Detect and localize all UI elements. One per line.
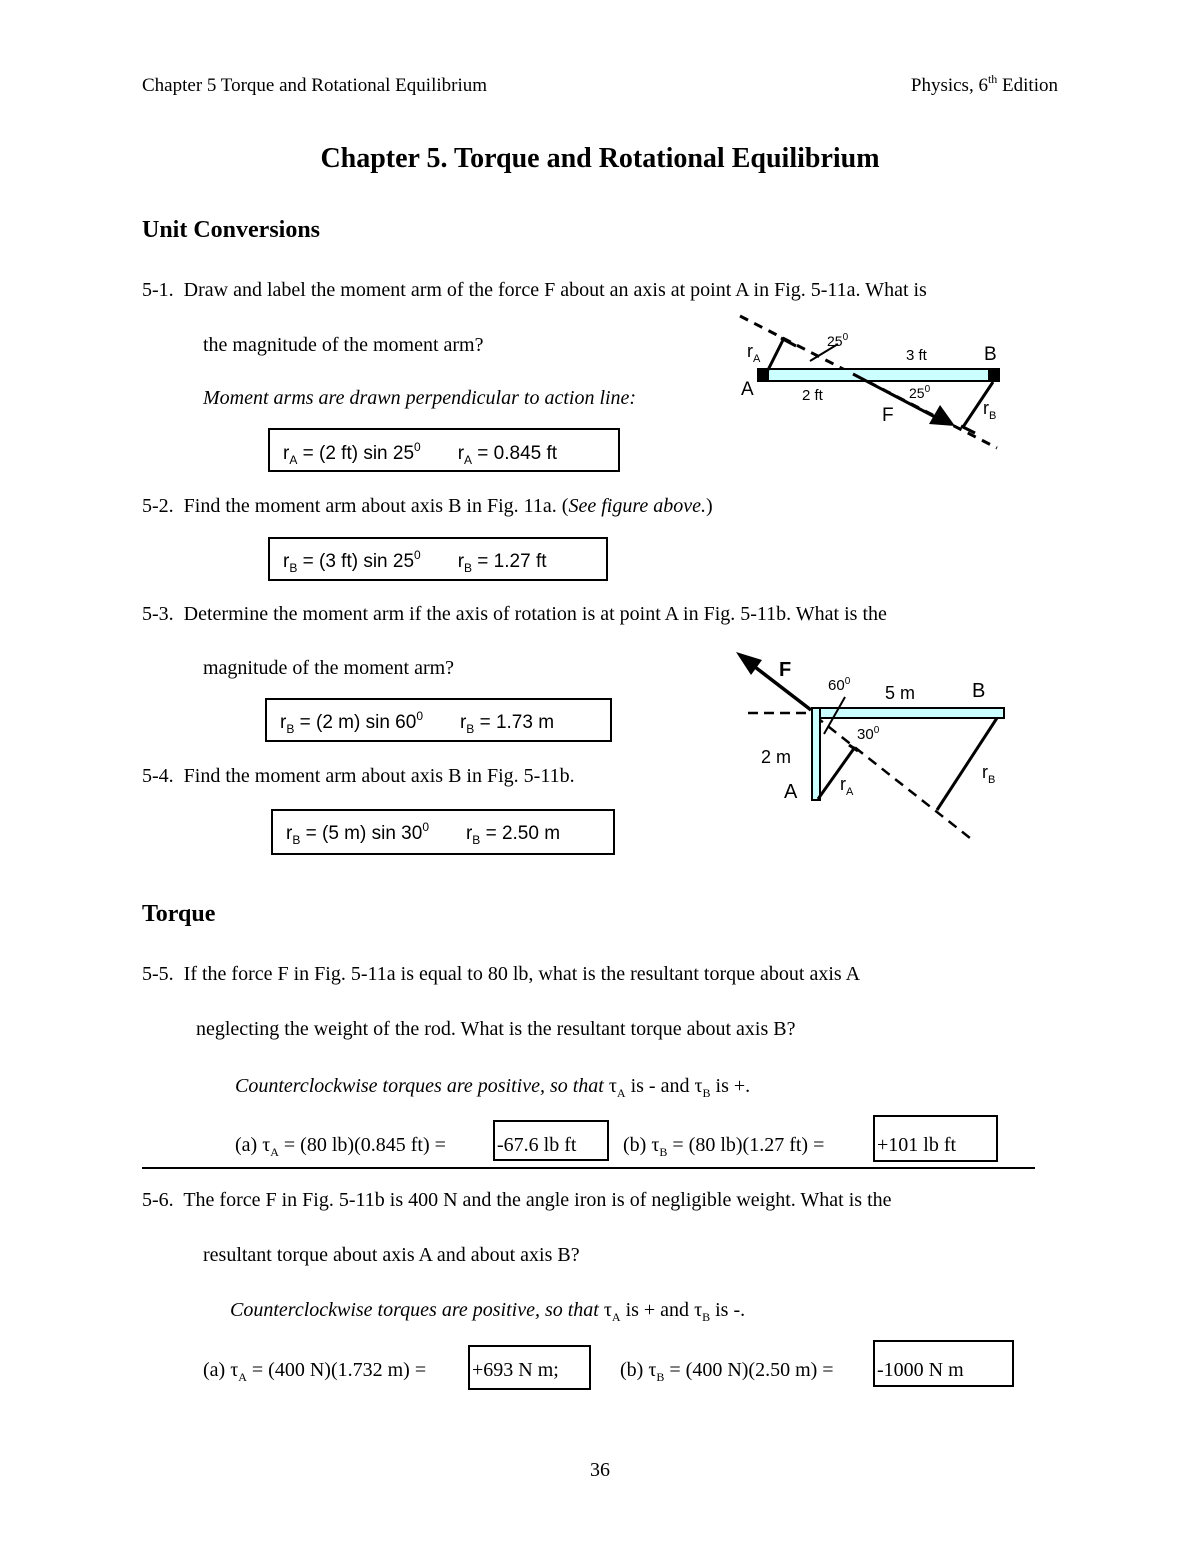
problem-5-3-line2: magnitude of the moment arm?: [203, 657, 455, 679]
problem-5-6-line2: resultant torque about axis A and about axis B?: [203, 1244, 580, 1266]
problem-5-1-note: Moment arms are drawn perpendicular to action line:: [203, 387, 637, 409]
answer-5-6a-value: +693 N m;: [472, 1359, 559, 1381]
problem-5-6-note: Counterclockwise torques are positive, so that $\tau_A$ is + and $\tau_B$ is -.: [230, 1299, 746, 1324]
answer-5-6a: (a) $\tau_A = (400$ N)(1.732 m) =: [203, 1359, 427, 1384]
label-rb: $r_B$: [982, 762, 996, 786]
label-3ft: 3 ft: [906, 347, 927, 364]
answer-5-5b: (b) $\tau_B = (80$ lb)(1.27 ft) =: [623, 1134, 825, 1159]
answer-5-6b-value: -1000 N m: [877, 1359, 964, 1381]
label-rb: $r_B$: [983, 398, 997, 422]
angle-iron-vertical: [812, 708, 820, 800]
answer-5-6b: (b) $\tau_B = (400$ N)(2.50 m) =: [620, 1359, 834, 1384]
label-f: F: [882, 405, 894, 426]
label-2ft: 2 ft: [802, 387, 823, 404]
label-ra: $r_A$: [747, 341, 761, 365]
answer-5-1: $r_A = (2$ ft) $\sin 25^0$ $r_A = 0.845$ ft: [283, 440, 558, 467]
label-2m: 2 m: [761, 747, 792, 767]
label-ra: $r_A$: [840, 774, 854, 798]
problem-5-1: 5-1. Draw and label the moment arm of the force F about an axis at point A in Fig. 5-11a. What is: [142, 279, 927, 301]
problem-5-2: 5-2. Find the moment arm about axis B in Fig. 11a. (See figure above.): [142, 495, 713, 517]
problem-5-5-line2: neglecting the weight of the rod. What is the resultant torque about axis B?: [196, 1018, 796, 1040]
section-unit-conversions: Unit Conversions: [142, 217, 321, 243]
label-angle-30: $30^0$: [857, 725, 880, 743]
section-torque: Torque: [142, 901, 216, 927]
problem-5-5-note: Counterclockwise torques are positive, so that $\tau_A$ is - and $\tau_B$ is +.: [235, 1075, 751, 1100]
label-f: F: [779, 659, 792, 681]
label-a: A: [784, 781, 798, 803]
label-5m: 5 m: [885, 683, 916, 703]
angle-iron-horizontal: [812, 708, 1004, 718]
problem-5-4: 5-4. Find the moment arm about axis B in Fig. 5-11b.: [142, 765, 575, 787]
problem-5-6: 5-6. The force F in Fig. 5-11b is 400 N and the angle iron is of negligible weight. What is the: [142, 1189, 892, 1211]
label-angle-1: $25^0$: [827, 332, 849, 349]
action-line: [815, 716, 970, 838]
label-b: B: [972, 680, 986, 702]
label-b: B: [984, 344, 997, 365]
answer-5-3: $r_B = (2$ m) $\sin 60^0$ $r_B = 1.73$ m: [280, 709, 555, 736]
answer-5-5b-value: +101 lb ft: [877, 1134, 957, 1156]
running-header-left: Chapter 5 Torque and Rotational Equilibrium: [142, 75, 488, 96]
page-title: Chapter 5. Torque and Rotational Equilibrium: [320, 143, 880, 174]
label-a: A: [741, 379, 754, 400]
label-angle-60: $60^0$: [828, 676, 851, 694]
moment-arm-b: [937, 718, 997, 810]
answer-5-5a: (a) $\tau_A = (80$ lb)(0.845 ft) =: [235, 1134, 446, 1159]
running-header-right: Physics, 6th Edition: [910, 72, 1058, 96]
label-angle-2: $25^0$: [909, 384, 931, 401]
problem-5-1-line2: the magnitude of the moment arm?: [203, 334, 484, 356]
answer-5-2: $r_B = (3$ ft) $\sin 25^0$ $r_B = 1.27$ ft: [283, 548, 547, 575]
answer-5-5a-value: -67.6 lb ft: [497, 1134, 577, 1156]
problem-5-5: 5-5. If the force F in Fig. 5-11a is equal to 80 lb, what is the resultant torque about axis A: [142, 963, 861, 985]
page-number: 36: [590, 1459, 610, 1481]
answer-5-4: $r_B = (5$ m) $\sin 30^0$ $r_B = 2.50$ m: [286, 820, 561, 847]
problem-5-3: 5-3. Determine the moment arm if the axis of rotation is at point A in Fig. 5-11b. What is the: [142, 603, 887, 625]
